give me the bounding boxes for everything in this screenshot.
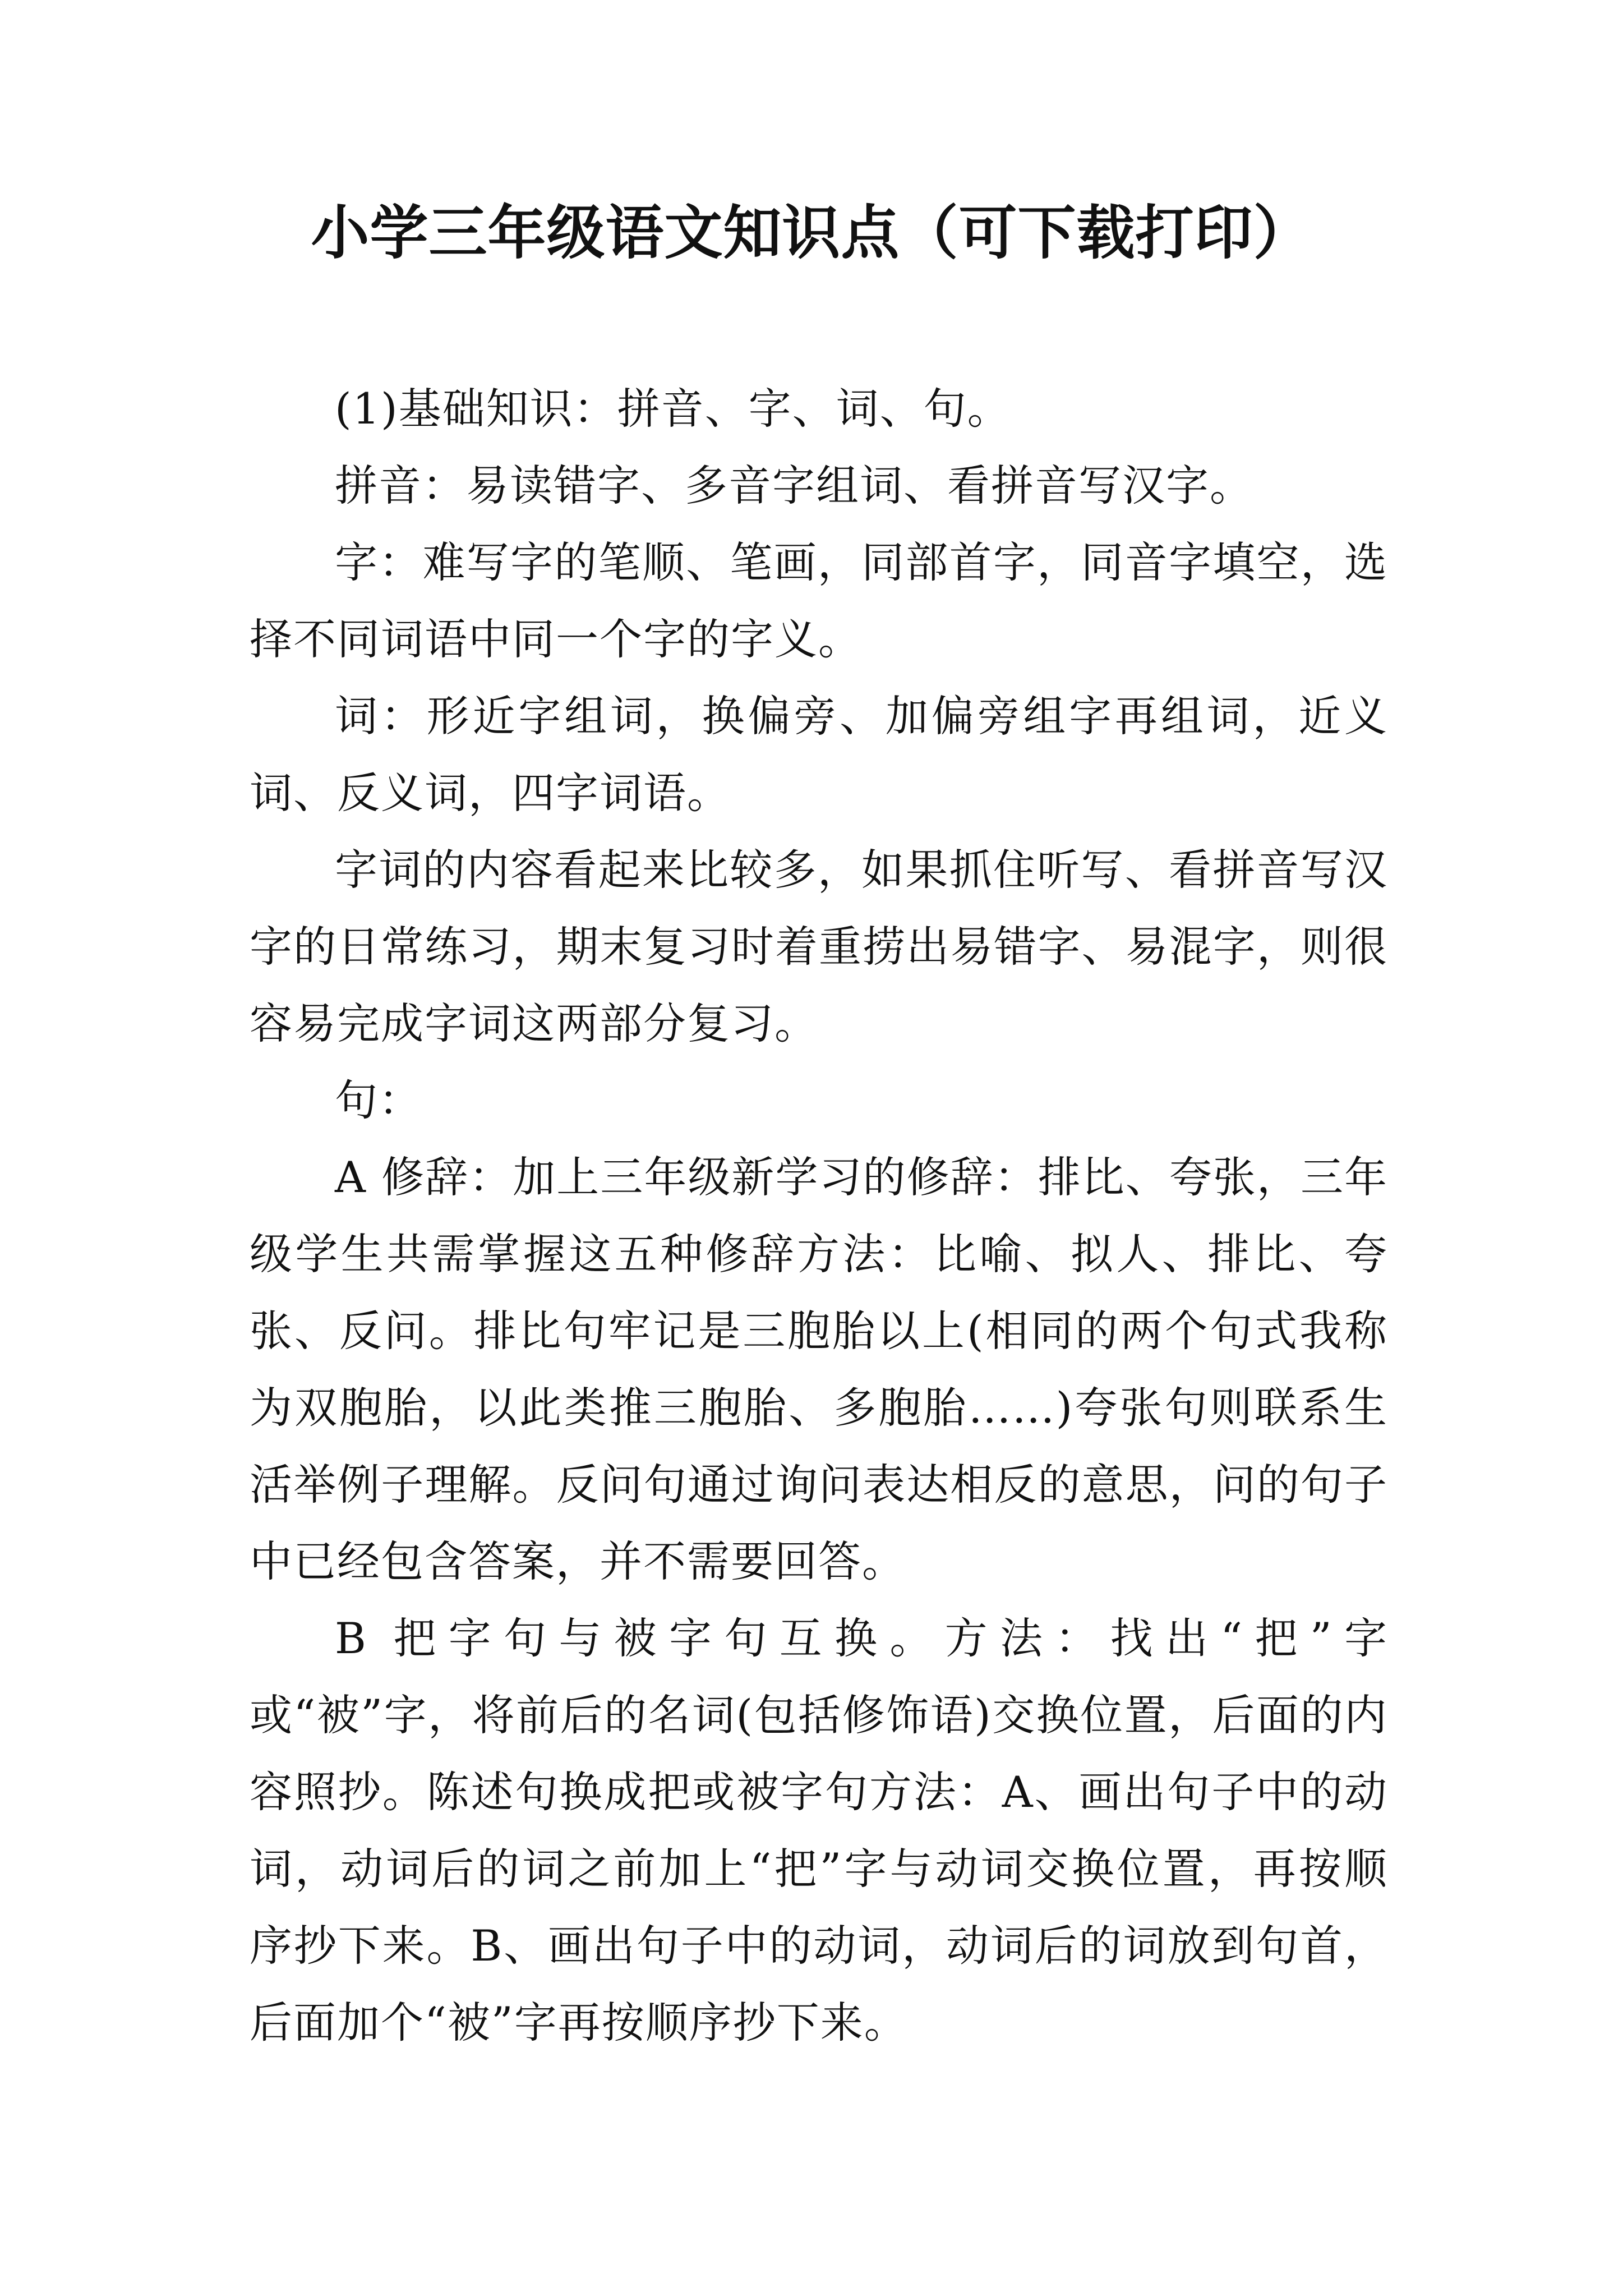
paragraph-words: 词：形近字组词，换偏旁、加偏旁组字再组词，近义词、反义词，四字词语。 [250,691,1388,818]
paragraph-pinyin: 拼音：易读错字、多音字组词、看拼音写汉字。 [335,461,1253,510]
paragraph-rhetoric: A 修辞：加上三年级新学习的修辞：排比、夸张，三年级学生共需掌握这五种修辞方法：比喻、拟人、排比、夸张、反问。排比句牢记是三胞胎以上(相同的两个句式我称为双胞胎，以此类推三胞胎、多胞胎……)夸张句则联系生活举例子理解。反问句通过询问表达相反的意思，问的句子中已经包含答案，并不需要回答。 [250,1152,1388,1586]
paragraph-word-review: 字词的内容看起来比较多，如果抓住听写、看拼音写汉字的日常练习，期末复习时着重捞出易错字、易混字，则很容易完成字词这两部分复习。 [250,845,1388,1048]
document-title: 小学三年级语文知识点（可下载打印） [311,198,1312,267]
paragraph-sentences-heading: 句： [335,1075,422,1125]
paragraph-ba-bei-sentences: B 把字句与被字句互换。方法：找出“把”字或“被”字，将前后的名词(包括修饰语)交换位置，后面的内容照抄。陈述句换成把或被字句方法：A、画出句子中的动词，动词后的词之前加上“把”字与动词交换位置，再按顺序抄下来。B、画出句子中的动词，动词后的词放到句首，后面加个“被”字再按顺序抄下来。 [250,1613,1388,2047]
document-body [250,370,1388,2061]
paragraph-characters: 字：难写字的笔顺、笔画，同部首字，同音字填空，选择不同词语中同一个字的字义。 [250,537,1388,664]
paragraph-basics: (1)基础知识：拼音、字、词、句。 [335,384,1011,434]
